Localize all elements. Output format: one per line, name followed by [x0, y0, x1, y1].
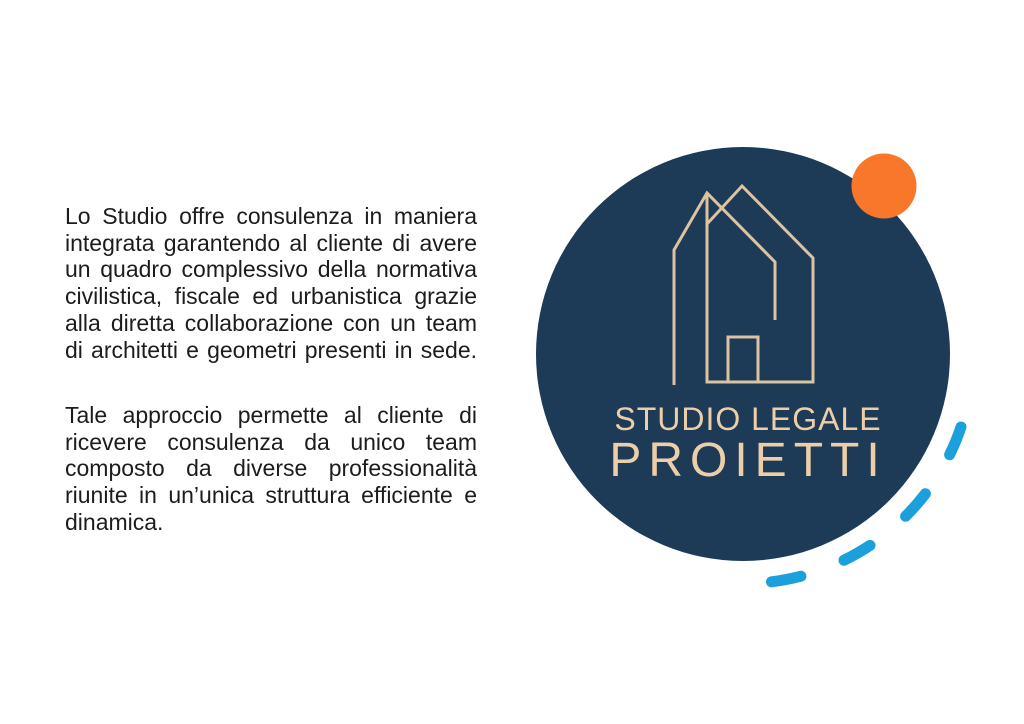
- body-paragraph-2: Tale approccio permette al cliente di ricevere consulenza da unico team composto da diverse professionalità riunite in un’unica struttura efficiente e dinamica.: [65, 402, 477, 535]
- studio-legale-proietti-logo: [500, 120, 1000, 600]
- logo-proietti-label: PROIETTI: [609, 434, 887, 487]
- orange-dot: [852, 154, 917, 219]
- logo-studio-legale-label: STUDIO LEGALE: [614, 401, 882, 437]
- logo-graphic: [500, 120, 1000, 600]
- body-paragraph-1: Lo Studio offre consulenza in maniera integrata garantendo al cliente di avere un quadro complessivo della normativa civilistica, fiscale ed urbanistica grazie alla diretta collaborazione con un team di architetti e geometri presenti in sede.: [65, 203, 477, 363]
